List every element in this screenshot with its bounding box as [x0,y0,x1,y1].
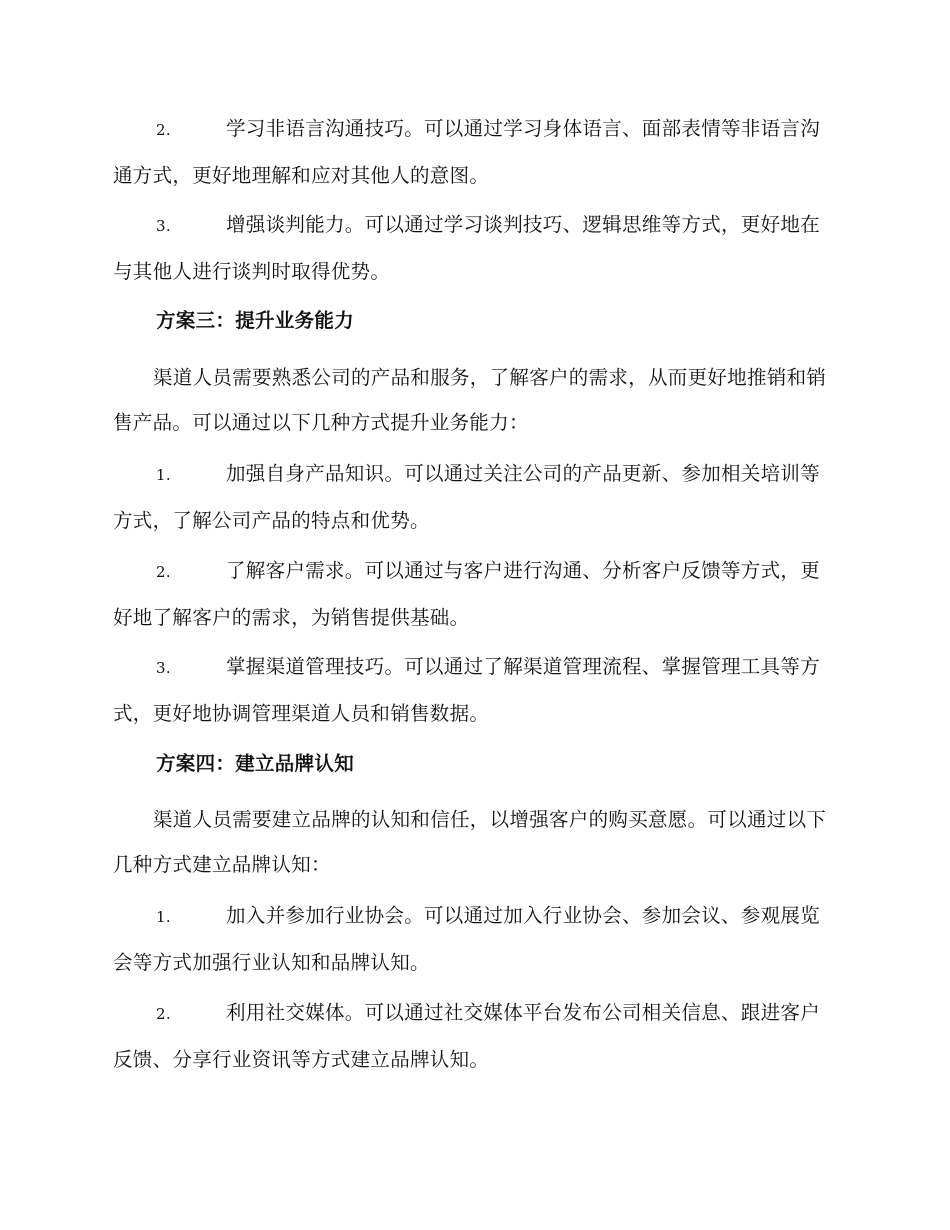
list-number: 1. [156,908,171,926]
list-item [113,893,833,985]
paragraph: 渠道人员需要建立品牌的认知和信任，以增强客户的购买意愿。可以通过以下几种方式建立品牌认知： [113,808,827,876]
list-number: 3. [156,659,171,677]
list-item [113,106,833,198]
list-item [113,202,833,294]
section-heading: 方案四：建立品牌认知 [156,752,355,775]
list-item [113,990,833,1082]
list-item [113,548,833,640]
list-number: 2. [156,121,171,139]
paragraph: 渠道人员需要熟悉公司的产品和服务，了解客户的需求，从而更好地推销和销售产品。可以通过以下几种方式提升业务能力： [113,366,827,434]
list-item [113,451,833,543]
list-number: 3. [156,217,171,235]
list-number: 2. [156,1005,171,1023]
list-item-text: 加强自身产品知识。可以通过关注公司的产品更新、参加相关培训等方式，了解公司产品的特点和优势。 [113,462,821,532]
list-item-text: 了解客户需求。可以通过与客户进行沟通、分析客户反馈等方式，更好地了解客户的需求，为销售提供基础。 [113,559,821,629]
list-item-text: 增强谈判能力。可以通过学习谈判技巧、逻辑思维等方式，更好地在与其他人进行谈判时取得优势。 [113,213,821,283]
list-item-text: 学习非语言沟通技巧。可以通过学习身体语言、面部表情等非语言沟通方式，更好地理解和应对其他人的意图。 [113,117,821,187]
list-item-text: 掌握渠道管理技巧。可以通过了解渠道管理流程、掌握管理工具等方式，更好地协调管理渠道人员和销售数据。 [113,655,821,725]
list-number: 1. [156,466,171,484]
list-item-text: 利用社交媒体。可以通过社交媒体平台发布公司相关信息、跟进客户反馈、分享行业资讯等方式建立品牌认知。 [113,1001,821,1071]
list-item [113,644,833,736]
section-heading: 方案三：提升业务能力 [156,309,355,332]
list-item-text: 加入并参加行业协会。可以通过加入行业协会、参加会议、参观展览会等方式加强行业认知和品牌认知。 [113,904,821,974]
list-number: 2. [156,563,171,581]
